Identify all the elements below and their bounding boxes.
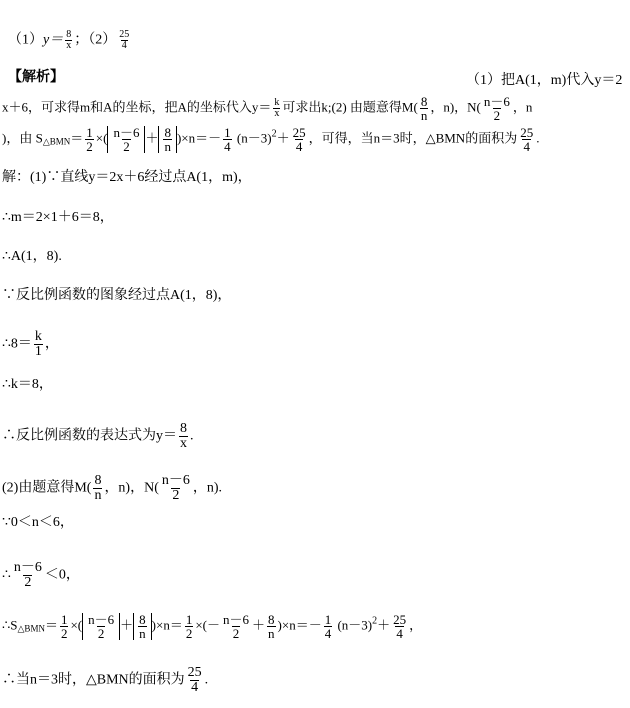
solution-step-10 [2, 561, 80, 590]
step12-text-a: ∴当n＝3时，△BMN的面积为 [2, 672, 185, 688]
square-exponent: 2 [372, 615, 378, 627]
fraction-one-half-2: $\frac{1}{2}$ [185, 612, 193, 641]
n-minus-3: (n－3) [236, 130, 272, 146]
abs-n-minus-6-over-2: $\frac{n-6}{2}$ [107, 126, 145, 153]
solution-step-2: ∴m＝2×1＋6＝8， [2, 210, 114, 225]
fraction-k-over-x: $\frac{k}{x}$ [274, 97, 280, 119]
analysis-line-2 [2, 95, 532, 122]
step5-text-b: ， [44, 336, 59, 352]
fraction-8-over-n: $\frac{8}{n}$ [94, 473, 102, 503]
step8-text-b: ，n)，N( [104, 480, 159, 496]
period: . [204, 672, 209, 688]
step10-text-b: ＜0， [44, 567, 80, 583]
answer-fraction-8-over-x: $\frac{8}{x}$ [66, 29, 72, 51]
solution-step-3: ∴A(1，8). [2, 249, 62, 264]
fraction-25-over-4-final: $\frac{25}{4}$ [520, 125, 534, 154]
fraction-25-over-4: $\frac{25}{4}$ [292, 125, 306, 154]
answer-part1-label: （1） [8, 32, 43, 48]
solution-step-1: 解：(1)∵直线y＝2x＋6经过点A(1，m)， [2, 170, 252, 185]
square-exponent: 2 [271, 128, 277, 140]
analysis-line2-text-c: ，n)，N( [430, 99, 481, 115]
analysis-intro: （1）把A(1，m)代入y＝2 [466, 73, 623, 88]
abs-8-over-n: $\frac{8}{n}$ [133, 613, 152, 640]
solution-step-4: ∵反比例函数的图象经过点A(1，8)， [2, 288, 232, 303]
analysis-line2-text-b: 可求出k;(2) 由题意得M( [282, 99, 418, 115]
fraction-k-over-1: $\frac{k}{1}$ [34, 329, 42, 359]
answer-separator: ；（2） [74, 32, 117, 48]
step10-text-a: ∴ [2, 567, 11, 583]
fraction-one-quarter: $\frac{1}{4}$ [224, 125, 231, 154]
fraction-n-minus-6-over-2-b: $\frac{n-6}{2}$ [223, 612, 250, 641]
times-paren: ×( [70, 617, 83, 633]
fraction-one-quarter: $\frac{1}{4}$ [324, 612, 332, 641]
analysis-conclusion-text: ，可得，当n＝3时，△BMN的面积为 [308, 130, 518, 146]
fraction-25-over-4-final: $\frac{25}{4}$ [187, 665, 202, 695]
fraction-8-over-x: $\frac{8}{x}$ [180, 421, 187, 451]
triangle-bmn-subscript: △BMN [17, 623, 45, 634]
solution-step-12 [2, 666, 208, 695]
solution-step-6: ∴k＝8， [2, 377, 53, 392]
times-paren: ×( [95, 130, 108, 146]
fraction-25-over-4: $\frac{25}{4}$ [393, 612, 407, 641]
analysis-line-3: )，由 $S_{\triangle BMN}=$ $\frac{1}{2}$ ×( $\frac{n-6}{2}$ ＋ $\frac{8}{n}$ )×n＝－ $\frac{1}{4}$ $(n-3)^2+$ $\frac{25}{4}$ ，可得，当n＝3时，△BMN的面积为 $\frac{25}{4}$ . [2, 125, 540, 154]
step8-text-c: ，n). [192, 480, 223, 496]
triangle-bmn-subscript: △BMN [42, 136, 71, 147]
fraction-8-over-n-b: $\frac{8}{n}$ [268, 612, 275, 641]
fraction-n-minus-6-over-2: $\frac{n-6}{2}$ [13, 560, 42, 590]
abs-n-minus-6-over-2: $\frac{n-6}{2}$ [82, 613, 120, 640]
solution-step-8 [2, 474, 222, 503]
answer-line [8, 30, 132, 51]
analysis-line2-text-d: ，n [512, 99, 533, 115]
step5-text-a: ∴8＝ [2, 336, 32, 352]
fraction-one-half: $\frac{1}{2}$ [86, 125, 93, 154]
step7-text-b: . [190, 428, 194, 444]
step11-text-a: ∴S [2, 617, 18, 633]
times-n-equals-minus: )×n＝－ [277, 617, 322, 633]
abs-8-over-n: $\frac{8}{n}$ [158, 126, 177, 153]
comma: ， [409, 617, 423, 633]
equals-sign: ＝ [70, 130, 84, 146]
solution-step-5 [2, 330, 59, 359]
analysis-heading: 【解析】 [8, 69, 64, 85]
answer-fraction-25-over-4: $\frac{25}{4}$ [119, 29, 130, 51]
fraction-one-half: $\frac{1}{2}$ [60, 612, 68, 641]
equals-sign: ＝ [44, 617, 58, 633]
fraction-8-over-n: $\frac{8}{n}$ [420, 94, 428, 123]
fraction-n-minus-6-over-2: $\frac{n-6}{2}$ [161, 473, 190, 503]
step7-text-a: ∴反比例函数的表达式为y＝ [2, 428, 177, 444]
solution-step-9: ∵0＜n＜6， [2, 515, 74, 530]
plus-sign-2: ＋ [377, 617, 391, 633]
times-paren-minus: ×(－ [195, 617, 221, 633]
n-minus-3: (n－3) [337, 617, 373, 633]
times-n-equals: )×n＝ [151, 617, 183, 633]
fraction-n-minus-6-over-2: $\frac{n-6}{2}$ [483, 94, 510, 123]
analysis-line3-text-a: )，由 S [2, 130, 43, 146]
answer-y: y＝ [43, 32, 64, 48]
times-n-equals-minus: )×n＝－ [176, 130, 222, 146]
solution-step-7 [2, 422, 194, 451]
step8-text-a: (2)由题意得M( [2, 480, 92, 496]
solution-step-11: $\therefore S_{\triangle BMN}=$ $\frac{1}{2}$ ×( $\frac{n-6}{2}$ ＋ $\frac{8}{n}$ )×n＝ $\frac{1}{2}$ ×(－ $\frac{n-6}{2}$ ＋ $\frac{8}{n}$ )×n＝－ $\frac{1}{4}$ $(n-3)^2+$ $\frac{25}{4}$ ， [2, 612, 423, 641]
plus-sign: ＋ [276, 130, 290, 146]
analysis-line2-text-a: x＋6，可求得m和A的坐标，把A的坐标代入y＝ [2, 99, 272, 115]
plus-sign: ＋ [252, 617, 266, 633]
